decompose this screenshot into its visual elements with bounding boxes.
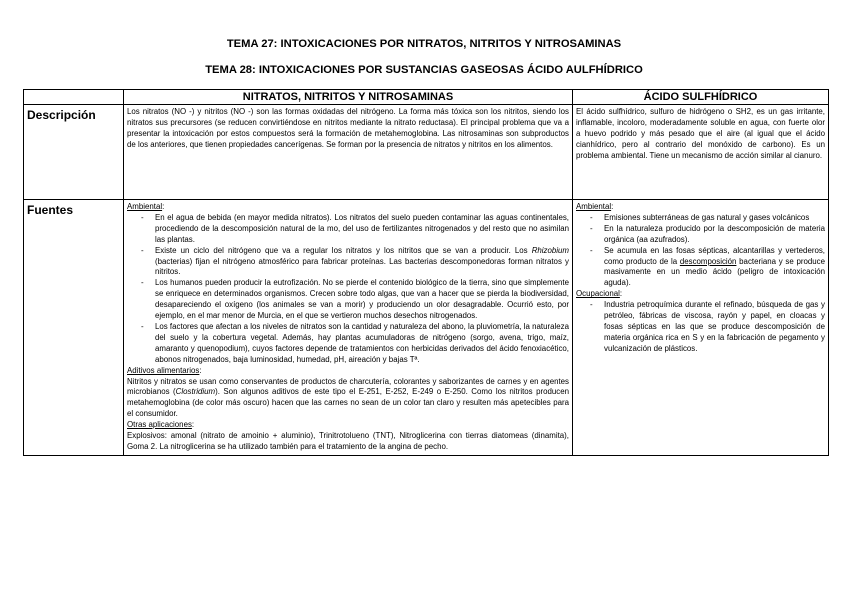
list-item: - Se acumula en las fosas sépticas, alcantarillas y vertederos, como producto de la descomposición bacteriana y se produce masivamente en un medio ácido (peligro de intoxicación aguda). bbox=[604, 246, 825, 290]
descripcion-acido: El ácido sulfhídrico, sulfuro de hidrógeno o SH2, es un gas irritante, inflamable, incoloro, moderadamente soluble en agua, con fuerte olor a huevo podrido y más pesado que el aire (al igual que el ácido cianhídrico, pero al contrario del monóxido de carbono). Es un problema ambiental. Tiene un mecanismo de acción similar al cianuro. bbox=[573, 105, 829, 200]
row-descripcion bbox=[24, 105, 829, 200]
title-tema-27: TEMA 27: INTOXICACIONES POR NITRATOS, NITRITOS Y NITROSAMINAS bbox=[226, 38, 622, 50]
aditivos-text: Nitritos y nitratos se usan como conservantes de productos de charcutería, colorantes y saborizantes de carnes y en agentes microbianos (Clostridium). Son algunos aditivos de este tipo el E-251, E-252, E-249 o E-250. Como los nitritos producen metahemoglobina (de color más oscuro) hacen que las carnes no sean de un color tan claro y resulten más apetecibles para el consumidor. bbox=[127, 376, 570, 419]
ambiental-list bbox=[127, 213, 569, 366]
section-heading-aditivos: Aditivos alimentarios: bbox=[127, 365, 202, 375]
list-item: - En el agua de bebida (en mayor medida nitratos). Los nitratos del suelo pueden contaminar las aguas continentales, procediendo de la descomposición natural de la mo, del uso de fertilizantes nitrogenados y del resto que no asimilan las plantas. bbox=[155, 213, 569, 246]
row-label-fuentes: Fuentes bbox=[24, 200, 124, 456]
section-heading-ocupacional: Ocupacional: bbox=[576, 289, 623, 299]
otras-aplicaciones-text: Explosivos: amonal (nitrato de amoinio + aluminio), Trinitrotolueno (TNT), Nitroglicerina con tierras diatomeas (dinamita), Goma 2. La nitroglicerina se ha utilizado también para el tratamiento de la angina de pecho. bbox=[127, 431, 569, 451]
section-heading-ambiental: Ambiental: bbox=[127, 202, 165, 211]
list-item: - Emisiones subterráneas de gas natural y gases volcánicos bbox=[604, 213, 825, 224]
ambiental-list bbox=[576, 213, 825, 289]
section-heading-ambiental: Ambiental: bbox=[576, 202, 614, 211]
list-item: - Existe un ciclo del nitrógeno que va a regular los nitratos y los nitritos que se van a producir. Los Rhizobium (bacterias) fijan el nitrógeno atmosférico para fabricar proteínas. Las bacterias descomponedoras forman nitratos y nitritos. bbox=[155, 246, 569, 279]
list-item: - En la naturaleza producido por la descomposición de materia orgánica (aa azufrados). bbox=[604, 224, 825, 246]
list-item: - Los humanos pueden producir la eutrofización. No se pierde el contenido biológico de la tierra, sino que simplemente se enriquece en determinados organismos. Crecen sobre todo algas, que van a hacer que se pierda la biodiversidad, desapareciendo el oxígeno (los animales se van a morir) y produciendo un olor desagradable. Ocurrió esto, por ejemplo, en el mar menor de Murcia, en el que se vertieron muchos desechos nitrogenados. bbox=[155, 278, 569, 322]
list-item: - Industria petroquímica durante el refinado, búsqueda de gas y petróleo, fábricas de viscosa, rayón y papel, en cloacas y fosas sépticas en las que se produce descomposición de materia orgánica rica en S y en la fabricación de pegamento y vulcanización de plásticos. bbox=[604, 300, 825, 355]
fuentes-acido bbox=[573, 200, 829, 456]
list-item: - Los factores que afectan a los niveles de nitratos son la cantidad y naturaleza del abono, la pluviometría, la naturaleza del suelo y la cobertura vegetal. Además, hay plantas acumuladoras de nitrógeno (sorgo, avena, trigo, maíz, amaranto y quenopodium), cuyos factores depende de tratamientos con herbicidas derivados del ácido fenoxiacético, abonos nitrogenados, baja luminosidad, humedad, pH, aireación y bajas Tª. bbox=[155, 322, 569, 366]
header-row bbox=[24, 90, 829, 105]
header-empty-cell bbox=[24, 90, 124, 105]
ocupacional-list bbox=[576, 300, 825, 355]
fuentes-nitratos bbox=[124, 200, 573, 456]
descripcion-nitratos: Los nitratos (NO -) y nitritos (NO -) son las formas oxidadas del nitrógeno. La forma más tóxica son los nitritos, siendo los nitratos sus precursores (se reducen convirtiéndose en nitritos mediante la nitrato reductasa). El principal problema que va a presentar la intoxicación por estos compuestos será la formación de metahemoglobina. Las nitrosaminas son subproductos de los anteriores, que tienen propiedades cancerígenas. Se forman por la presencia de nitratos y nitritos en los alimentos. bbox=[124, 105, 573, 200]
row-fuentes bbox=[24, 200, 829, 456]
title-tema-28: TEMA 28: INTOXICACIONES POR SUSTANCIAS GASEOSAS ÁCIDO AULFHÍDRICO bbox=[205, 64, 643, 76]
row-label-descripcion: Descripción bbox=[24, 105, 124, 200]
column-header-nitratos: NITRATOS, NITRITOS Y NITROSAMINAS bbox=[124, 90, 573, 105]
column-header-acido-sulfhidrico: ÁCIDO SULFHÍDRICO bbox=[573, 90, 829, 105]
comparison-table bbox=[23, 89, 829, 456]
section-heading-otras-aplicaciones: Otras aplicaciones: bbox=[127, 420, 195, 430]
